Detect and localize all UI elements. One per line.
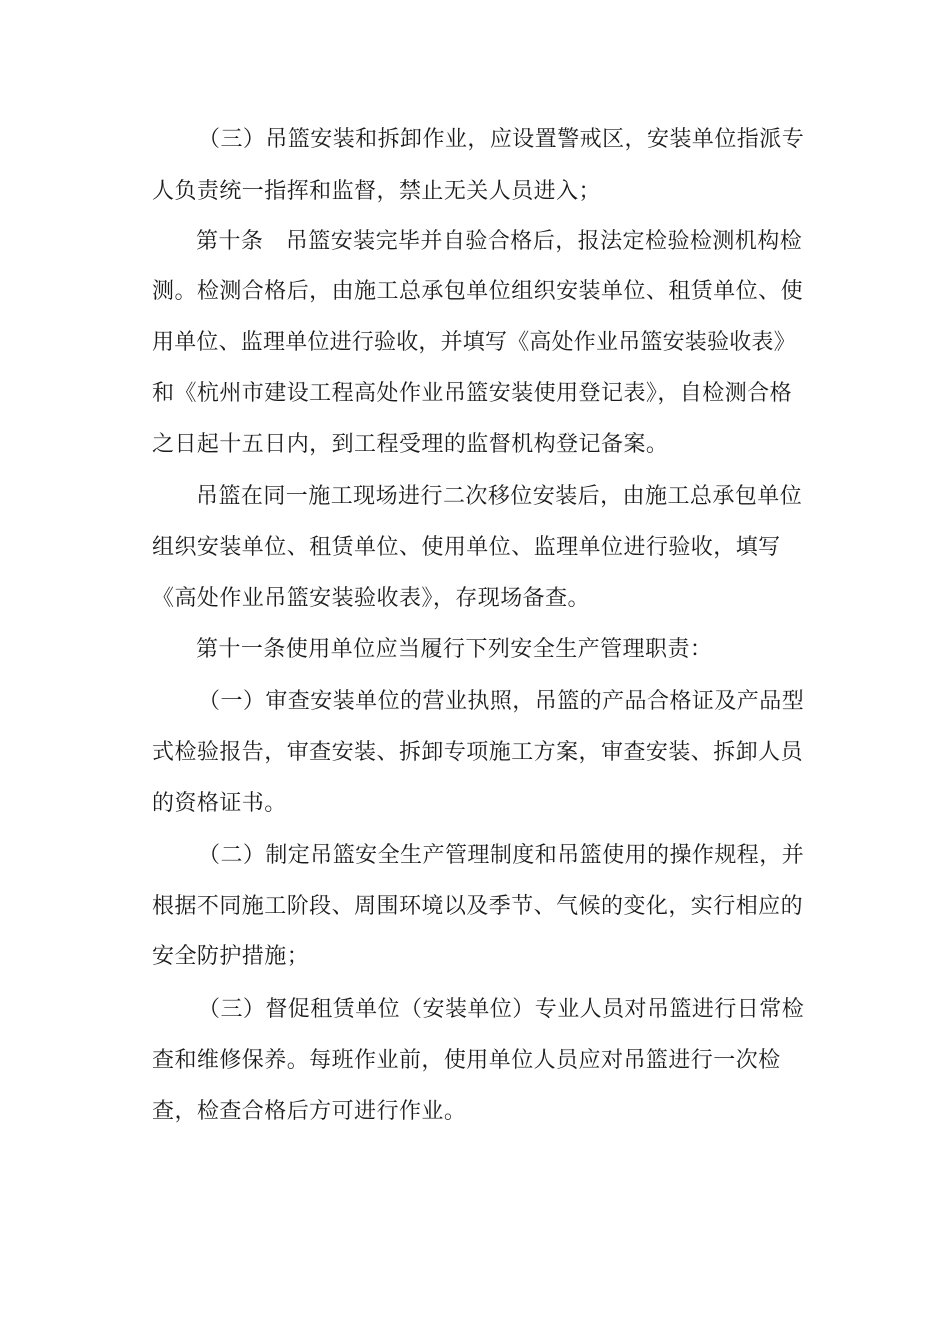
text-line: 式检验报告，审查安装、拆卸专项施工方案，审查安装、拆卸人员 xyxy=(152,740,804,765)
text-line: 查和维修保养。每班作业前，使用单位人员应对吊篮进行一次检 xyxy=(152,1048,781,1073)
text-line: 组织安装单位、租赁单位、使用单位、监理单位进行验收，填写 xyxy=(152,535,781,560)
text-line: 测。检测合格后，由施工总承包单位组织安装单位、租赁单位、使 xyxy=(152,279,804,304)
text-line: 之日起十五日内，到工程受理的监督机构登记备案。 xyxy=(152,432,669,457)
text-line: 的资格证书。 xyxy=(152,791,287,816)
text-line: 第十一条使用单位应当履行下列安全生产管理职责： xyxy=(196,637,713,662)
text-line: 安全防护措施； xyxy=(152,944,310,969)
text-line: 根据不同施工阶段、周围环境以及季节、气候的变化，实行相应的 xyxy=(152,894,804,919)
text-line: （一）审查安装单位的营业执照，吊篮的产品合格证及产品型 xyxy=(198,689,805,714)
text-line: 《高处作业吊篮安装验收表》，存现场备查。 xyxy=(152,586,591,611)
text-line: 查，检查合格后方可进行作业。 xyxy=(152,1099,467,1124)
text-line: 用单位、监理单位进行验收，并填写《高处作业吊篮安装验收表》 xyxy=(152,330,796,355)
text-line: 吊篮在同一施工现场进行二次移位安装后，由施工总承包单位 xyxy=(196,484,803,509)
text-line: （二）制定吊篮安全生产管理制度和吊篮使用的操作规程，并 xyxy=(198,843,805,868)
text-line: （三）吊篮安装和拆卸作业，应设置警戒区，安装单位指派专 xyxy=(198,127,805,152)
text-line: 和《杭州市建设工程高处作业吊篮安装使用登记表》，自检测合格 xyxy=(152,381,793,406)
text-line: 第十条 吊篮安装完毕并自验合格后，报法定检验检测机构检 xyxy=(196,229,803,254)
text-line: 人负责统一指挥和监督，禁止无关人员进入； xyxy=(152,179,602,204)
text-line: （三）督促租赁单位（安装单位）专业人员对吊篮进行日常检 xyxy=(198,997,805,1022)
